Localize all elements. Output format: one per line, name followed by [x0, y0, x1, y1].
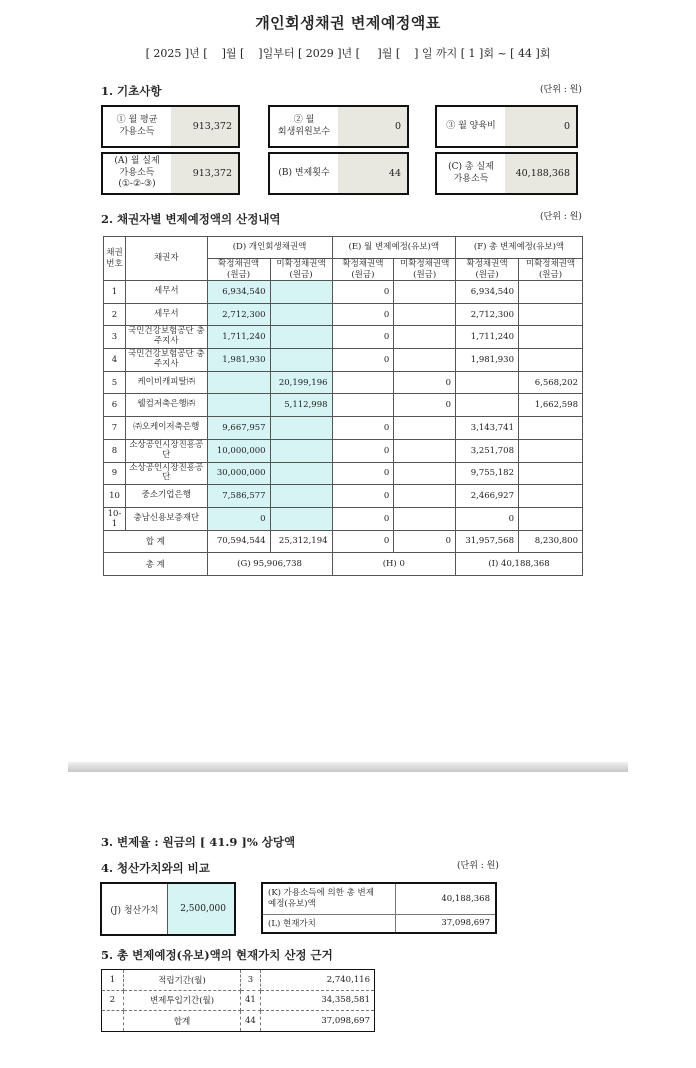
cell-f2: [519, 326, 583, 349]
cell-e2: [394, 303, 456, 326]
cell-e2: [394, 507, 456, 530]
box-monthly-income: [101, 105, 240, 148]
cell-e2: 0: [394, 394, 456, 417]
cell-d1: 0: [207, 507, 270, 530]
cell-no: 3: [104, 326, 126, 349]
grand-label: 총 계: [104, 553, 208, 576]
header-e-confirmed: 확정채권액 (원금): [332, 259, 394, 281]
box-value: 913,372: [171, 154, 238, 193]
cell-d1: 10,000,000: [207, 439, 270, 462]
cell-d2: [270, 281, 332, 304]
section5-heading: 5. 총 변제예정(유보)액의 현재가치 산정 근거: [101, 948, 333, 962]
cell-name: 중소기업은행: [125, 485, 207, 508]
creditor-table: [103, 236, 583, 576]
cell-e1: 0: [332, 281, 394, 304]
cell-name: 국민건강보험공단 충주지사: [125, 326, 207, 349]
sum-row: [104, 530, 583, 553]
table-row: [102, 990, 375, 1011]
box-value: 0: [505, 107, 576, 146]
cell-e1: 0: [332, 326, 394, 349]
box-value: 40,188,368: [505, 154, 576, 193]
section1-heading: 1. 기초사항: [101, 84, 162, 98]
cell-f1: 1,981,930: [456, 349, 519, 372]
l-value: 37,098,697: [395, 914, 496, 933]
box-total-income: [435, 152, 578, 195]
cell-f1: [456, 394, 519, 417]
sum-f1: 31,957,568: [456, 530, 519, 553]
present-value-table: [101, 969, 375, 1032]
cell-e2: [394, 349, 456, 372]
cell-d1: 1,711,240: [207, 326, 270, 349]
cell-d1: 7,586,577: [207, 485, 270, 508]
cell-d1: 30,000,000: [207, 462, 270, 485]
comparison-table: [261, 882, 497, 934]
table-row: [104, 303, 583, 326]
box-value: 0: [338, 107, 407, 146]
cell-d2: [270, 417, 332, 440]
row-label: 적립기간(월): [124, 970, 241, 991]
table-row: [104, 349, 583, 372]
sum-e2: 0: [394, 530, 456, 553]
section2-heading: 2. 채권자별 변제예정액의 산정내역: [101, 212, 281, 226]
row-label: 합계: [124, 1011, 241, 1032]
box-label: ① 월 평균 가용소득: [103, 107, 171, 146]
table-row: [104, 417, 583, 440]
cell-e1: [332, 394, 394, 417]
box-value: 913,372: [171, 107, 238, 146]
cell-e1: [332, 371, 394, 394]
cell-d1: 2,712,300: [207, 303, 270, 326]
cell-f2: [519, 417, 583, 440]
sum-d1: 70,594,544: [207, 530, 270, 553]
cell-no: 7: [104, 417, 126, 440]
cell-f1: 0: [456, 507, 519, 530]
cell-f1: [456, 371, 519, 394]
cell-e1: 0: [332, 462, 394, 485]
cell-e1: 0: [332, 507, 394, 530]
grand-g: (G) 95,906,738: [207, 553, 332, 576]
cell-no: 1: [104, 281, 126, 304]
cell-no: 8: [104, 439, 126, 462]
row-value: 34,358,581: [260, 990, 374, 1011]
cell-d1: [207, 371, 270, 394]
cell-no: 10-1: [104, 507, 126, 530]
cell-e2: 0: [394, 371, 456, 394]
cell-no: 4: [104, 349, 126, 372]
table-row: [104, 394, 583, 417]
cell-no: 6: [104, 394, 126, 417]
row-no: 2: [102, 990, 124, 1011]
cell-no: 10: [104, 485, 126, 508]
cell-name: 케이비캐피탈㈜: [125, 371, 207, 394]
cell-f1: 1,711,240: [456, 326, 519, 349]
cell-e1: 0: [332, 439, 394, 462]
box-label: ② 월 회생위원보수: [270, 107, 338, 146]
cell-e1: 0: [332, 485, 394, 508]
box-actual-income: [101, 152, 240, 195]
cell-e1: 0: [332, 303, 394, 326]
grand-total-row: [104, 553, 583, 576]
cell-name: 국민건강보험공단 충주지사: [125, 349, 207, 372]
cell-f1: 2,712,300: [456, 303, 519, 326]
table-row: [102, 1011, 375, 1032]
grand-h: (H) 0: [332, 553, 456, 576]
table-row: [104, 439, 583, 462]
cell-name: 소상공인시장진흥공단: [125, 439, 207, 462]
box-payment-count: [268, 152, 409, 195]
sum-f2: 8,230,800: [519, 530, 583, 553]
box-label: (C) 총 실제 가용소득: [437, 154, 505, 193]
unit-label-4: (단위 : 원): [457, 861, 499, 871]
sum-d2: 25,312,194: [270, 530, 332, 553]
box-label: (A) 월 실제 가용소득 (①-②-③): [103, 154, 171, 193]
cell-f1: 3,251,708: [456, 439, 519, 462]
header-f-confirmed: 확정채권액 (원금): [456, 259, 519, 281]
cell-d2: [270, 349, 332, 372]
row-no: [102, 1011, 124, 1032]
cell-name: 웰컴저축은행㈜: [125, 394, 207, 417]
cell-d2: 20,199,196: [270, 371, 332, 394]
k-label: (K) 가용소득에 의한 총 변제 예정(유보)액: [262, 883, 395, 914]
row-n: 44: [241, 1011, 261, 1032]
table-row: [104, 507, 583, 530]
cell-f2: [519, 507, 583, 530]
j-value: 2,500,000: [167, 884, 234, 934]
table-row: [104, 326, 583, 349]
row-n: 41: [241, 990, 261, 1011]
row-label: 변제투입기간(월): [124, 990, 241, 1011]
cell-no: 9: [104, 462, 126, 485]
cell-d2: 5,112,998: [270, 394, 332, 417]
liquidation-value-box: [100, 882, 236, 936]
unit-label-1: (단위 : 원): [540, 85, 582, 95]
cell-e2: [394, 439, 456, 462]
table-row: [104, 485, 583, 508]
box-label: ③ 월 양육비: [437, 107, 505, 146]
cell-f2: [519, 485, 583, 508]
cell-f2: [519, 281, 583, 304]
cell-e2: [394, 326, 456, 349]
cell-e1: 0: [332, 349, 394, 372]
cell-f2: [519, 349, 583, 372]
cell-no: 5: [104, 371, 126, 394]
j-label: (J) 청산가치: [110, 905, 159, 916]
header-d-unconfirmed: 미확정채권액 (원금): [270, 259, 332, 281]
header-d-confirmed: 확정채권액 (원금): [207, 259, 270, 281]
cell-d1: 1,981,930: [207, 349, 270, 372]
cell-name: ㈜오케이저축은행: [125, 417, 207, 440]
cell-name: 충남신용보증재단: [125, 507, 207, 530]
cell-name: 소상공인시장진흥공단: [125, 462, 207, 485]
cell-no: 2: [104, 303, 126, 326]
page-break-divider: [68, 762, 628, 772]
cell-d1: 6,934,540: [207, 281, 270, 304]
header-f: (F) 총 변제예정(유보)액: [456, 237, 583, 259]
cell-e2: [394, 485, 456, 508]
cell-d2: [270, 326, 332, 349]
cell-f2: [519, 462, 583, 485]
cell-d2: [270, 462, 332, 485]
sum-label: 합 계: [104, 530, 208, 553]
cell-name: 세무서: [125, 281, 207, 304]
cell-f1: 9,755,182: [456, 462, 519, 485]
grand-i: (I) 40,188,368: [456, 553, 583, 576]
cell-f2: 6,568,202: [519, 371, 583, 394]
cell-f2: 1,662,598: [519, 394, 583, 417]
row-n: 3: [241, 970, 261, 991]
cell-d2: [270, 485, 332, 508]
period-line: [ 2025 ]년 [ ]월 [ ]일부터 [ 2029 ]년 [ ]월 [ ] 일 까지 [ 1 ]회 ~ [ 44 ]회: [145, 47, 551, 60]
page-title: 개인회생채권 변제예정액표: [255, 14, 441, 32]
cell-f2: [519, 303, 583, 326]
row-no: 1: [102, 970, 124, 991]
unit-label-2: (단위 : 원): [540, 212, 582, 222]
cell-e2: [394, 417, 456, 440]
box-trustee-fee: [268, 105, 409, 148]
k-value: 40,188,368: [395, 883, 496, 914]
cell-f1: 3,143,741: [456, 417, 519, 440]
header-no: 채권 번호: [104, 237, 126, 281]
section3-heading: 3. 변제율 : 원금의 [ 41.9 ]% 상당액: [101, 835, 296, 849]
l-label: (L) 현재가치: [262, 914, 395, 933]
cell-d2: [270, 303, 332, 326]
cell-d2: [270, 439, 332, 462]
row-value: 2,740,116: [260, 970, 374, 991]
cell-d1: 9,667,957: [207, 417, 270, 440]
header-creditor: 채권자: [125, 237, 207, 281]
table-row: [104, 281, 583, 304]
box-label: (B) 변제횟수: [270, 154, 338, 193]
cell-f2: [519, 439, 583, 462]
sum-e1: 0: [332, 530, 394, 553]
row-value: 37,098,697: [260, 1011, 374, 1032]
header-e-unconfirmed: 미확정채권액 (원금): [394, 259, 456, 281]
cell-e1: 0: [332, 417, 394, 440]
section4-heading: 4. 청산가치와의 비교: [101, 861, 210, 875]
cell-name: 세무서: [125, 303, 207, 326]
table-row: [104, 462, 583, 485]
header-f-unconfirmed: 미확정채권액 (원금): [519, 259, 583, 281]
cell-f1: 6,934,540: [456, 281, 519, 304]
cell-e2: [394, 281, 456, 304]
cell-d1: [207, 394, 270, 417]
table-row: [104, 371, 583, 394]
header-d: (D) 개인회생채권액: [207, 237, 332, 259]
header-e: (E) 월 변제예정(유보)액: [332, 237, 456, 259]
box-child-support: [435, 105, 578, 148]
cell-e2: [394, 462, 456, 485]
box-value: 44: [338, 154, 407, 193]
cell-d2: [270, 507, 332, 530]
cell-f1: 2,466,927: [456, 485, 519, 508]
table-row: [102, 970, 375, 991]
